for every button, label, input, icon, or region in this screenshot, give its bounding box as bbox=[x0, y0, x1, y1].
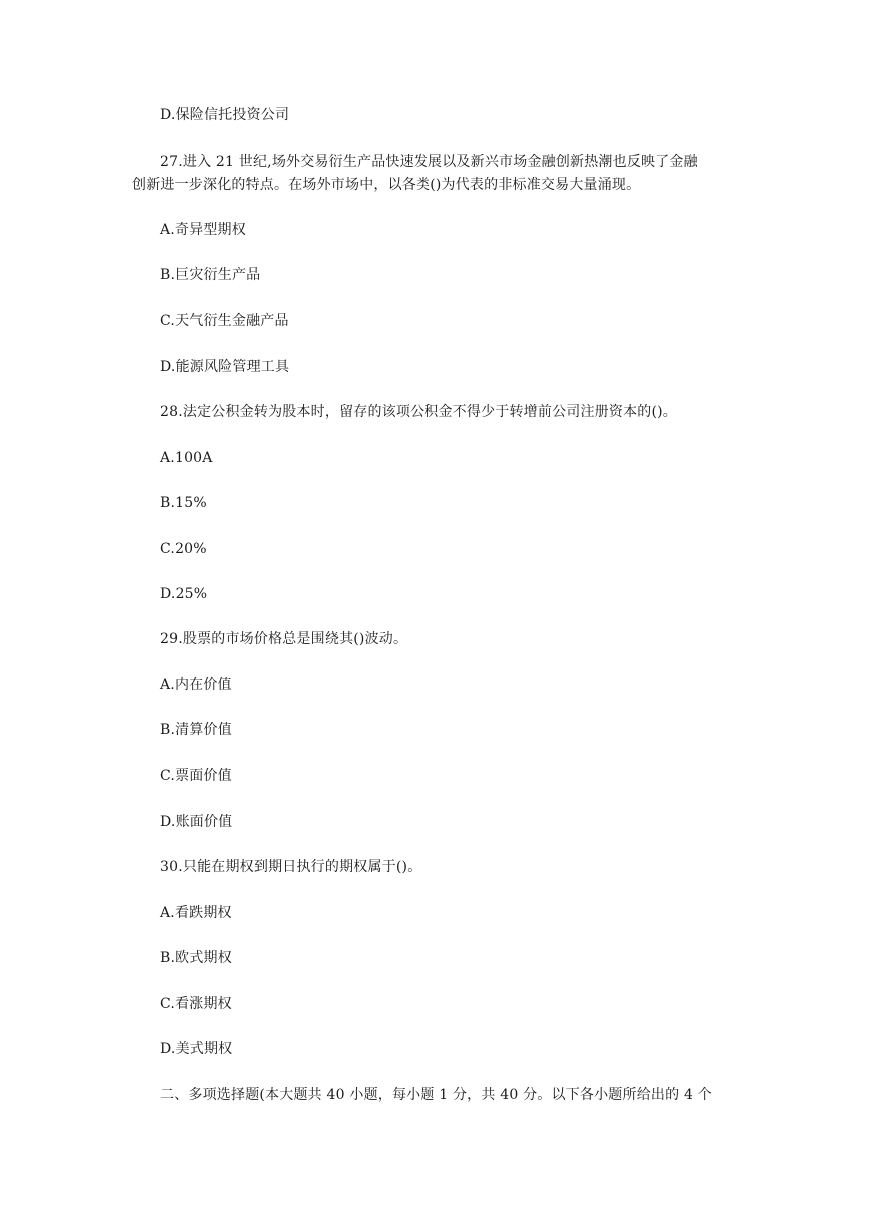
q28-option-b: B.15% bbox=[160, 495, 207, 511]
q27-question-line2: 创新进一步深化的特点。在场外市场中，以各类()为代表的非标准交易大量涌现。 bbox=[132, 177, 641, 193]
q30-question: 30.只能在期权到期日执行的期权属于()。 bbox=[160, 859, 422, 875]
section2-heading: 二、多项选择题(本大题共 40 小题，每小题 1 分，共 40 分。以下各小题所给出的 4 个 bbox=[160, 1087, 712, 1103]
q29-option-b: B.清算价值 bbox=[160, 722, 232, 738]
q30-option-a: A.看跌期权 bbox=[160, 905, 232, 921]
q27-option-d: D.能源风险管理工具 bbox=[160, 359, 290, 375]
q28-question: 28.法定公积金转为股本时，留存的该项公积金不得少于转增前公司注册资本的()。 bbox=[160, 404, 677, 420]
q29-option-d: D.账面价值 bbox=[160, 814, 233, 830]
q30-option-d: D.美式期权 bbox=[160, 1041, 233, 1057]
q30-option-c: C.看涨期权 bbox=[160, 996, 232, 1012]
q29-question: 29.股票的市场价格总是围绕其()波动。 bbox=[160, 631, 408, 647]
q30-option-b: B.欧式期权 bbox=[160, 950, 232, 966]
q27-option-a: A.奇异型期权 bbox=[160, 222, 246, 238]
q27-option-c: C.天气衍生金融产品 bbox=[160, 313, 289, 329]
q29-option-c: C.票面价值 bbox=[160, 768, 232, 784]
q28-option-c: C.20% bbox=[160, 541, 207, 557]
q26-option-d: D.保险信托投资公司 bbox=[160, 107, 290, 123]
q27-question-line1: 27.进入 21 世纪,场外交易衍生产品快速发展以及新兴市场金融创新热潮也反映了金融 bbox=[160, 154, 698, 170]
q29-option-a: A.内在价值 bbox=[160, 677, 232, 693]
q28-option-a: A.100A bbox=[160, 450, 213, 466]
q27-option-b: B.巨灾衍生产品 bbox=[160, 267, 261, 283]
q28-option-d: D.25% bbox=[160, 586, 208, 602]
